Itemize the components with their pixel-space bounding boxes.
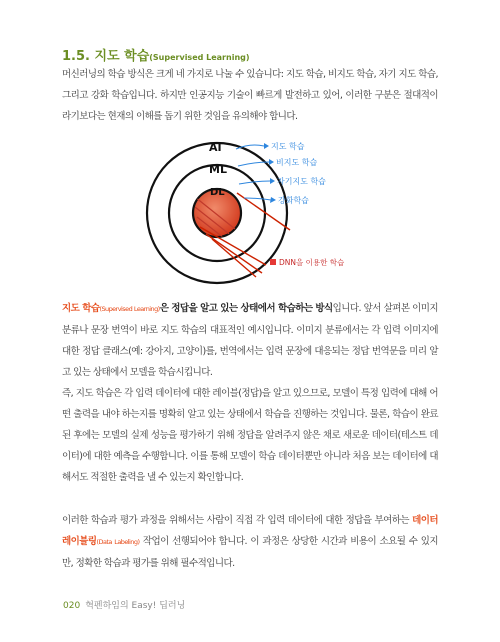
intro-paragraph: 머신러닝의 학습 방식은 크게 네 가지로 나눌 수 있습니다: 지도 학습, 비지도 학습, 자기 지도 학습, 그리고 강화 학습입니다. 하지만 인공지능 기술이 빠르게 발전하고 있어, 이러한 구분은 절대적이라기보다는 현재의 이해를 돕기 위한 것임을 유의해야 합니다. <box>62 69 438 122</box>
annotation-supervised: 지도 학습 <box>271 142 305 151</box>
arrow-supervised <box>236 145 264 149</box>
term-supervised-en: (Supervised Learning) <box>99 305 160 313</box>
dl-label: DL <box>210 187 225 198</box>
book-title: 혁펜하임의 Easy! 딥러닝 <box>85 601 186 611</box>
supervised-definition-paragraph <box>62 298 438 383</box>
term-data-labeling-en: (Data Labeling) <box>96 538 140 546</box>
annotation-unsupervised: 비지도 학습 <box>276 158 318 167</box>
legend-label: DNN을 이용한 학습 <box>279 258 345 267</box>
annotation-selfsupervised: 자기지도 학습 <box>277 177 326 186</box>
arrow-reinforcement <box>244 198 271 200</box>
page-number: 020 <box>63 601 81 611</box>
term-data-labeling: 데이터 레이블링 <box>62 515 438 547</box>
section-title-en: (Supervised Learning) <box>149 53 250 62</box>
legend-swatch <box>270 259 276 265</box>
ml-label: ML <box>209 163 227 176</box>
labeling-before: 이러한 학습과 평가 과정을 위해서는 사람이 직접 각 입력 데이터에 대한 정답을 부여하는 <box>62 515 413 526</box>
definition-body: 입니다. 앞서 살펴본 이미지 분류나 문장 번역이 바로 지도 학습의 대표적인 예시입니다. 이미지 분류에서는 각 입력 이미지에 대한 정답 클래스(예: 강아지, 고양이)를, 번역에서는 입력 문장에 대응되는 정답 번역문을 미리 알고 있는 상태에서 모델을 학습시킵니다. <box>62 303 439 378</box>
learning-diagram <box>140 135 380 285</box>
labeling-after: 작업이 선행되어야 합니다. 이 과정은 상당한 시간과 비용이 소요될 수 있지만, 정확한 학습과 평가를 위해 필수적입니다. <box>62 536 438 569</box>
term-supervised: 지도 학습 <box>62 303 100 314</box>
arrow-unsupervised <box>238 162 269 166</box>
definition-highlight: 은 정답을 알고 있는 상태에서 학습하는 방식 <box>159 303 333 314</box>
ai-label: AI <box>209 141 222 154</box>
annotation-reinforcement: 강화학습 <box>278 196 309 205</box>
labeling-paragraph <box>62 510 438 574</box>
page-footer <box>63 598 185 611</box>
explanation-paragraph: 즉, 지도 학습은 각 입력 데이터에 대한 레이블(정답)을 알고 있으므로, 모델이 특정 입력에 대해 어떤 출력을 내야 하는지를 명확히 알고 있는 상태에서 학습을 진행하는 것입니다. 물론, 학습이 완료된 후에는 모델의 실제 성능을 평가하기 위해 정답을 알려주지 않은 채로 새로운 데이터(테스트 데이터)에 대한 예측을 수행합니다. 이를 통해 모델이 학습 데이터뿐만 아니라 처음 보는 데이터에 대해서도 적절한 출력을 낼 수 있는지 확인합니다. <box>62 388 438 483</box>
section-title-text: 1.5. 지도 학습 <box>62 49 150 64</box>
section-title <box>62 45 250 64</box>
